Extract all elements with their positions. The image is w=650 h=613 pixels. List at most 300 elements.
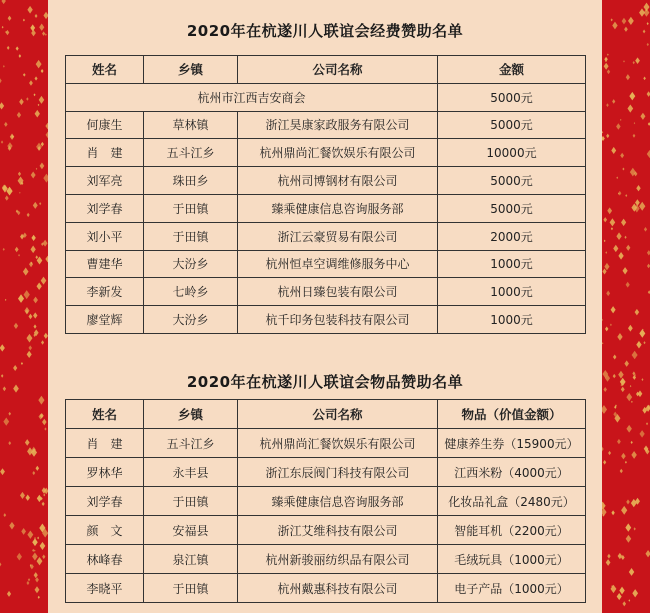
header-name: 姓名 <box>66 56 144 84</box>
header-amount: 金额 <box>438 56 586 84</box>
gold-fleck <box>631 451 636 459</box>
gold-fleck <box>35 110 40 118</box>
gold-fleck <box>626 535 632 543</box>
cell-name: 刘小平 <box>66 222 144 250</box>
gold-fleck <box>37 537 39 540</box>
gold-fleck <box>32 471 35 475</box>
cell-township: 草林镇 <box>144 111 238 139</box>
gold-fleck <box>602 268 606 274</box>
gold-fleck <box>0 468 5 475</box>
gold-fleck <box>640 113 645 120</box>
gold-fleck <box>628 599 630 601</box>
gold-fleck <box>602 136 605 141</box>
gold-fleck <box>42 31 45 36</box>
gold-fleck <box>610 323 612 326</box>
gold-fleck <box>35 586 40 593</box>
gold-fleck <box>38 104 40 106</box>
gold-fleck-border-left <box>0 0 48 613</box>
gold-fleck <box>621 219 626 226</box>
gold-fleck <box>645 550 650 557</box>
cell-name: 刘学春 <box>66 194 144 222</box>
gold-fleck <box>602 447 604 452</box>
gold-fleck <box>0 344 5 351</box>
gold-fleck <box>13 365 17 371</box>
gold-fleck <box>31 30 36 37</box>
gold-fleck <box>606 291 610 297</box>
gold-fleck <box>34 572 38 578</box>
gold-fleck <box>620 469 623 474</box>
cell-value: 智能耳机（2200元） <box>438 516 586 545</box>
gold-fleck <box>8 16 12 21</box>
table-row <box>66 222 586 250</box>
gold-fleck <box>25 439 30 446</box>
gold-fleck <box>604 63 609 70</box>
gold-fleck <box>28 578 30 581</box>
cell-company: 浙江艾维科技有限公司 <box>238 516 438 545</box>
gold-fleck <box>32 538 38 546</box>
gold-fleck <box>625 461 627 464</box>
gold-fleck <box>8 412 11 416</box>
gold-fleck <box>44 427 46 430</box>
gold-fleck <box>631 401 633 403</box>
gold-fleck <box>39 202 41 205</box>
gold-fleck <box>40 542 46 550</box>
gold-fleck <box>643 341 645 344</box>
cell-value: 5000元 <box>438 167 586 195</box>
cash-sponsor-title: 2020年在杭遂川人联谊会经费赞助名单 <box>186 22 464 40</box>
gold-fleck <box>3 386 6 391</box>
gold-fleck <box>622 18 627 25</box>
table-row <box>66 167 586 195</box>
gold-fleck <box>635 199 640 206</box>
gold-fleck <box>617 439 621 444</box>
gold-fleck <box>27 6 32 14</box>
gold-fleck <box>32 549 34 552</box>
gold-fleck <box>632 589 638 597</box>
gold-fleck <box>634 122 635 124</box>
gold-fleck <box>622 601 626 606</box>
gold-fleck <box>25 495 29 501</box>
gold-fleck <box>604 263 609 270</box>
gold-fleck <box>607 53 609 55</box>
gold-fleck <box>639 430 644 438</box>
gold-fleck <box>31 171 36 178</box>
gold-fleck <box>4 122 8 127</box>
header-name: 姓名 <box>66 400 144 429</box>
gold-fleck <box>632 351 638 360</box>
gold-fleck <box>3 65 5 68</box>
gold-fleck <box>39 96 45 104</box>
gold-fleck <box>612 22 617 30</box>
cell-value: 1000元 <box>438 278 586 306</box>
gold-fleck <box>32 552 38 560</box>
gold-fleck <box>628 325 633 332</box>
cell-company: 臻乘健康信息咨询服务部 <box>238 487 438 516</box>
gold-fleck <box>620 153 624 158</box>
gold-fleck <box>6 187 12 196</box>
gold-fleck <box>602 405 607 414</box>
gold-fleck <box>621 387 625 393</box>
gold-fleck <box>643 76 646 80</box>
header-company: 公司名称 <box>238 56 438 84</box>
gold-fleck <box>21 362 23 365</box>
gold-fleck <box>624 27 628 32</box>
cell-name: 肖 建 <box>66 139 144 167</box>
table-header-row <box>66 400 586 429</box>
table-row-merged <box>66 83 586 111</box>
gold-fleck <box>0 102 4 109</box>
cell-value: 1000元 <box>438 306 586 334</box>
gold-fleck <box>606 103 609 107</box>
table-row <box>66 574 586 603</box>
gold-fleck <box>18 294 24 303</box>
gold-fleck <box>617 593 622 600</box>
cell-value: 电子产品（1000元） <box>438 574 586 603</box>
gold-fleck <box>633 61 635 64</box>
cell-value: 10000元 <box>438 139 586 167</box>
gold-fleck-border-right <box>602 0 650 613</box>
gold-fleck <box>23 19 25 22</box>
gold-fleck <box>20 492 25 499</box>
cell-company: 浙江东辰阀门科技有限公司 <box>238 458 438 487</box>
gold-fleck <box>604 57 607 62</box>
gold-fleck <box>620 119 621 121</box>
gold-fleck <box>3 418 9 426</box>
cell-value: 江西米粉（4000元） <box>438 458 586 487</box>
header-township: 乡镇 <box>144 400 238 429</box>
gold-fleck <box>605 251 607 254</box>
gold-fleck <box>1 374 4 378</box>
gold-fleck <box>629 92 635 101</box>
table-row <box>66 429 586 458</box>
goods-sponsor-title: 2020年在杭遂川人联谊会物品赞助名单 <box>186 373 464 391</box>
gold-fleck <box>42 419 47 426</box>
gold-fleck <box>647 22 649 25</box>
cell-value: 毛绒玩具（1000元） <box>438 545 586 574</box>
gold-fleck <box>35 76 38 80</box>
gold-fleck <box>45 33 47 36</box>
gold-fleck <box>42 555 45 560</box>
gold-fleck <box>37 282 42 290</box>
gold-fleck <box>38 596 40 599</box>
gold-fleck <box>630 385 632 387</box>
table-row <box>66 250 586 278</box>
cell-company: 杭千印务包装科技有限公司 <box>238 306 438 334</box>
gold-fleck <box>23 268 29 276</box>
gold-fleck <box>17 553 22 561</box>
gold-fleck <box>29 80 33 85</box>
gold-fleck <box>635 57 640 64</box>
gold-fleck <box>610 218 616 226</box>
gold-fleck <box>603 217 607 222</box>
gold-fleck <box>633 134 636 138</box>
gold-fleck <box>43 240 48 247</box>
gold-fleck <box>626 393 632 401</box>
gold-fleck <box>33 202 38 209</box>
cell-company: 杭州司博钢材有限公司 <box>238 167 438 195</box>
gold-fleck <box>31 246 36 254</box>
cell-name: 李新发 <box>66 278 144 306</box>
header-company: 公司名称 <box>238 400 438 429</box>
cell-name: 肖 建 <box>66 429 144 458</box>
cell-value: 化妆品礼盒（2480元） <box>438 487 586 516</box>
gold-fleck <box>604 240 606 242</box>
gold-fleck <box>40 162 45 169</box>
gold-fleck <box>624 360 629 366</box>
gold-fleck <box>1 0 5 4</box>
cell-township: 大汾乡 <box>144 306 238 334</box>
cell-company: 杭州日臻包装有限公司 <box>238 278 438 306</box>
gold-fleck <box>626 425 631 433</box>
cell-value: 5000元 <box>438 111 586 139</box>
cell-company: 臻乘健康信息咨询服务部 <box>238 194 438 222</box>
gold-fleck <box>27 351 32 358</box>
gold-fleck <box>10 134 14 140</box>
table-row <box>66 545 586 574</box>
cell-township: 安福县 <box>144 516 238 545</box>
gold-fleck <box>607 554 610 559</box>
gold-fleck <box>631 441 633 444</box>
cell-name: 林峰春 <box>66 545 144 574</box>
gold-fleck <box>607 69 610 74</box>
gold-fleck <box>5 299 6 301</box>
gold-fleck <box>613 374 616 378</box>
gold-fleck <box>625 194 627 197</box>
gold-fleck <box>27 447 33 455</box>
cell-name: 罗林华 <box>66 458 144 487</box>
gold-fleck <box>36 466 40 471</box>
gold-fleck <box>27 213 30 217</box>
gold-fleck <box>633 375 636 380</box>
gold-fleck <box>612 99 615 104</box>
cell-township: 泉江镇 <box>144 545 238 574</box>
gold-fleck <box>35 255 38 259</box>
gold-fleck <box>18 172 21 177</box>
gold-fleck <box>34 324 37 328</box>
cell-company: 杭州鼎尚汇餐饮娱乐有限公司 <box>238 139 438 167</box>
gold-fleck <box>36 168 37 170</box>
cell-company: 杭州戴惠科技有限公司 <box>238 574 438 603</box>
cell-company: 浙江云豪贸易有限公司 <box>238 222 438 250</box>
gold-fleck <box>618 553 622 559</box>
table-row <box>66 139 586 167</box>
gold-fleck <box>647 91 650 97</box>
gold-fleck <box>29 261 33 267</box>
gold-fleck <box>618 371 624 379</box>
gold-fleck <box>39 24 44 31</box>
gold-fleck <box>3 248 5 251</box>
gold-fleck <box>26 97 28 100</box>
table-row <box>66 278 586 306</box>
gold-fleck <box>36 60 42 68</box>
gold-fleck <box>603 460 606 465</box>
gold-fleck <box>617 333 622 341</box>
cell-company: 杭州新骏丽纺织品有限公司 <box>238 545 438 574</box>
gold-fleck <box>611 306 616 313</box>
cell-name: 刘军亮 <box>66 167 144 195</box>
gold-fleck <box>616 232 621 240</box>
gold-fleck <box>628 17 634 25</box>
gold-fleck <box>626 245 630 251</box>
gold-fleck <box>2 26 4 29</box>
sponsor-list-panel <box>48 0 602 613</box>
gold-fleck <box>603 387 607 392</box>
gold-fleck <box>611 147 616 154</box>
gold-fleck <box>627 104 633 112</box>
gold-fleck <box>33 312 37 318</box>
gold-fleck <box>602 342 603 344</box>
gold-fleck <box>624 236 626 239</box>
gold-fleck <box>35 14 38 18</box>
gold-fleck <box>644 227 647 232</box>
gold-fleck <box>611 227 613 230</box>
cell-township: 永丰县 <box>144 458 238 487</box>
cell-township: 七岭乡 <box>144 278 238 306</box>
gold-fleck <box>626 282 630 288</box>
gold-fleck <box>621 453 626 460</box>
header-goods-value: 物品（价值金额） <box>438 400 586 429</box>
gold-fleck <box>635 309 640 315</box>
gold-fleck <box>27 530 33 538</box>
gold-fleck <box>613 355 616 360</box>
table-row <box>66 111 586 139</box>
gold-fleck <box>5 195 9 200</box>
table-row <box>66 458 586 487</box>
cell-name: 廖堂辉 <box>66 306 144 334</box>
gold-fleck <box>29 314 33 320</box>
gold-fleck <box>631 499 637 507</box>
gold-fleck <box>18 254 20 256</box>
gold-fleck <box>7 46 10 50</box>
gold-fleck <box>1 140 3 143</box>
gold-fleck <box>41 340 44 344</box>
gold-fleck <box>619 587 624 595</box>
cell-name: 刘学春 <box>66 487 144 516</box>
gold-fleck <box>623 267 628 274</box>
merged-sponsor-name: 杭州市江西吉安商会 <box>66 83 438 111</box>
cell-value: 健康养生券（15900元） <box>438 429 586 458</box>
gold-fleck <box>37 557 43 565</box>
cell-township: 于田镇 <box>144 194 238 222</box>
gold-fleck <box>625 523 631 531</box>
gold-fleck <box>38 396 44 405</box>
table-row <box>66 194 586 222</box>
cell-value: 2000元 <box>438 222 586 250</box>
gold-fleck <box>26 334 32 343</box>
gold-fleck <box>608 451 611 455</box>
cell-township: 于田镇 <box>144 487 238 516</box>
gold-fleck <box>0 562 1 566</box>
gold-fleck <box>647 43 649 46</box>
cell-township: 五斗江乡 <box>144 429 238 458</box>
merged-sponsor-amount: 5000元 <box>438 83 586 111</box>
table-row <box>66 487 586 516</box>
gold-fleck <box>616 176 618 179</box>
gold-fleck <box>611 510 614 515</box>
cell-name: 曹建华 <box>66 250 144 278</box>
gold-fleck <box>19 99 24 106</box>
gold-fleck <box>43 494 45 497</box>
cell-value: 1000元 <box>438 250 586 278</box>
gold-fleck <box>618 252 623 260</box>
gold-fleck <box>17 112 21 118</box>
gold-fleck <box>8 441 11 445</box>
gold-fleck <box>7 591 11 597</box>
gold-fleck <box>33 297 38 304</box>
gold-fleck <box>611 18 613 21</box>
gold-fleck <box>606 134 609 139</box>
gold-fleck <box>21 528 26 535</box>
cash-sponsor-table <box>65 55 586 334</box>
gold-fleck <box>15 247 19 252</box>
cell-township: 于田镇 <box>144 222 238 250</box>
gold-fleck <box>3 513 6 517</box>
gold-fleck <box>41 69 44 73</box>
gold-fleck <box>626 499 630 504</box>
cell-name: 李晓平 <box>66 574 144 603</box>
gold-fleck <box>629 568 634 576</box>
cell-township: 于田镇 <box>144 574 238 603</box>
gold-fleck <box>639 329 645 338</box>
gold-fleck <box>613 245 618 252</box>
table-header-row <box>66 56 586 84</box>
gold-fleck <box>607 207 612 214</box>
gold-fleck <box>24 307 29 314</box>
gold-fleck <box>34 93 36 96</box>
cell-township: 大汾乡 <box>144 250 238 278</box>
cell-company: 杭州鼎尚汇餐饮娱乐有限公司 <box>238 429 438 458</box>
cell-township: 五斗江乡 <box>144 139 238 167</box>
gold-fleck <box>602 131 603 133</box>
cell-company: 浙江昊康家政服务有限公司 <box>238 111 438 139</box>
gold-fleck <box>6 30 10 35</box>
gold-fleck <box>643 30 646 34</box>
cell-name: 何康生 <box>66 111 144 139</box>
gold-fleck <box>602 319 603 321</box>
gold-fleck <box>28 345 32 350</box>
cell-name: 颜 文 <box>66 516 144 545</box>
gold-fleck <box>14 323 18 329</box>
gold-fleck <box>616 123 621 129</box>
gold-fleck <box>639 202 645 211</box>
gold-fleck <box>42 502 45 506</box>
cell-value: 5000元 <box>438 194 586 222</box>
gold-fleck <box>636 341 641 349</box>
gold-fleck <box>620 378 626 386</box>
gold-fleck <box>644 8 650 16</box>
gold-fleck <box>30 24 35 31</box>
gold-fleck <box>605 326 608 331</box>
gold-fleck <box>606 559 611 566</box>
goods-sponsor-table <box>65 399 586 603</box>
gold-fleck <box>610 585 616 593</box>
cell-company: 杭州恒卓空调维修服务中心 <box>238 250 438 278</box>
table-row <box>66 306 586 334</box>
gold-fleck <box>26 581 29 585</box>
gold-fleck <box>16 46 19 50</box>
gold-fleck <box>9 522 14 530</box>
gold-fleck <box>636 185 640 191</box>
gold-fleck <box>641 378 643 381</box>
gold-fleck <box>24 290 30 299</box>
header-township: 乡镇 <box>144 56 238 84</box>
gold-fleck <box>19 54 22 58</box>
gold-fleck <box>0 78 2 83</box>
gold-fleck <box>621 506 627 515</box>
gold-fleck <box>626 74 630 80</box>
table-row <box>66 516 586 545</box>
gold-fleck <box>31 235 35 241</box>
